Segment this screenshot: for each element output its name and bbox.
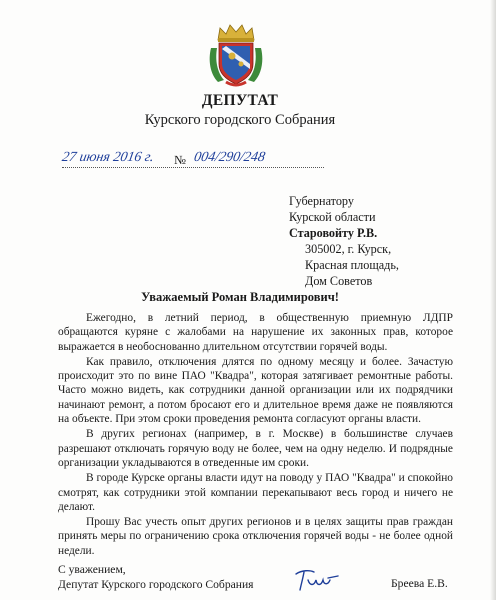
letterhead-subtitle: Курского городского Собрания [144,112,336,128]
body-paragraph: Прошу Вас учесть опыт других регионов и в целях защиты прав граждан принять меры по ограничению срока отключения горячей воды - не более одной недели. [58,516,453,557]
addressee-name: Старовойту Р.В. [289,226,378,240]
registration-underline [62,167,324,168]
registration-number-prefix: № [174,153,186,167]
registration-date: 27 июня 2016 г. [60,150,156,165]
addressee-line: 305002, г. Курск, [305,242,392,256]
page-edge-shadow [490,0,496,600]
addressee-block [289,193,399,289]
closing-line: С уважением, [58,563,126,576]
registration-number: 004/290/248 [192,150,267,165]
coat-of-arms-icon [208,22,264,88]
letterhead-title: ДЕПУТАТ [201,92,279,109]
body-paragraph: Как правило, отключения длятся по одному месяцу и более. Зачастую происходит это по вине ПАО "Квадра", которая затягивает ремонтные работы. Часто можно видеть, как сотрудники данной организации или их подрядчики начинают ремонт, а потом бросают его и длительное время даже не появляются на объекте. При этом сроки проведения ремонта согласуют органы власти. [58,355,453,426]
closing-block [58,562,254,592]
body-paragraph: В других регионах (например, в г. Москве) в большинстве случаев разрешают отключать горячую воду не более, чем на одну неделю. И подрядные организации укладываются в отведенные им сроки. [58,428,453,469]
handwritten-signature [292,566,340,594]
body-paragraph: Ежегодно, в летний период, в общественную приемную ЛДПР обращаются куряне с жалобами на нарушение их законных прав, которое выражается в необоснованно длительном отсутствии горячей воды. [58,312,453,353]
addressee-line: Курской области [289,210,376,224]
signer-name: Бреева Е.В. [391,577,448,590]
addressee-line: Губернатору [289,194,354,208]
addressee-line: Красная площадь, [305,258,399,272]
letter-body [58,311,453,559]
body-paragraph: В городе Курске органы власти идут на поводу у ПАО "Квадра" и спокойно смотрят, как сотрудники этой компании перекапывают весь город и ничего не делают. [58,472,453,513]
registration-line [62,150,332,172]
closing-line: Депутат Курского городского Собрания [58,578,254,591]
addressee-line: Дом Советов [305,274,373,288]
salutation: Уважаемый Роман Владимирович! [141,290,339,304]
